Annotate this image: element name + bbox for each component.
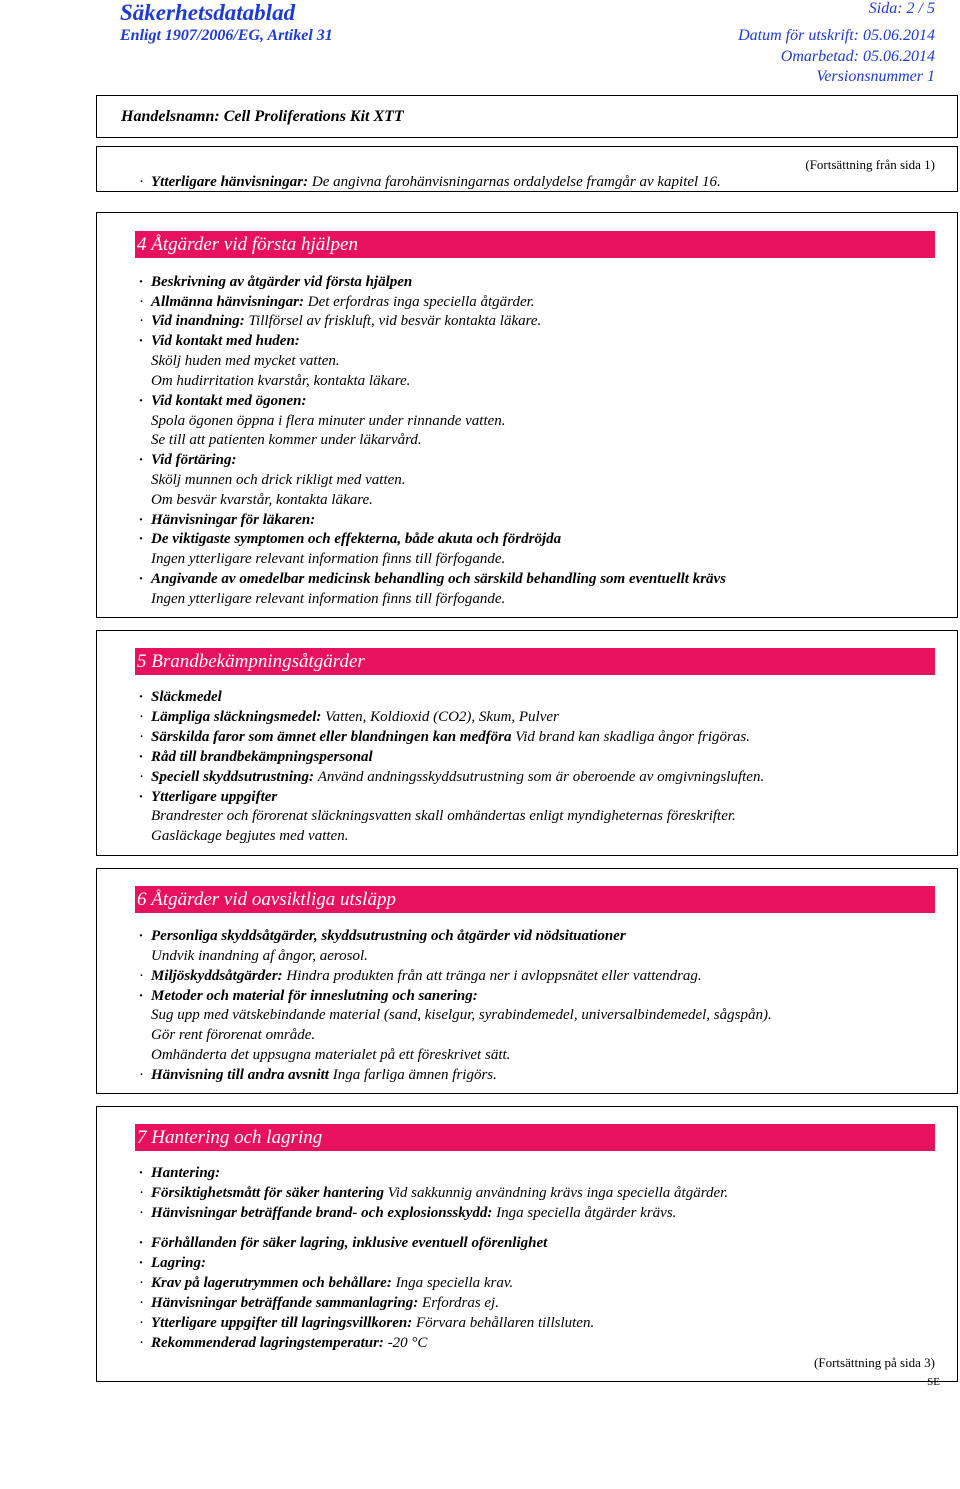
- section-4-title: 4 Åtgärder vid första hjälpen: [135, 231, 935, 258]
- s4-line: Ingen ytterligare relevant information finns till förfogande.: [151, 551, 506, 567]
- version-number: Versionsnummer 1: [816, 68, 935, 85]
- s4-line: Ingen ytterligare relevant information finns till förfogande.: [151, 591, 506, 607]
- s4-line: · Angivande av omedelbar medicinsk behandling och särskild behandling som eventuellt krävs: [139, 571, 727, 587]
- section-6: [96, 868, 958, 1094]
- s7-line: · Lagring:: [139, 1255, 207, 1271]
- s5-line: · Speciell skyddsutrustning: Använd andningsskyddsutrustning som är oberoende av omgivningsluften.: [139, 769, 765, 785]
- s5-line: Gasläckage begjutes med vatten.: [151, 828, 349, 844]
- s7-line: · Hänvisningar beträffande sammanlagring: Erfordras ej.: [139, 1295, 499, 1311]
- trade-name-box: [96, 95, 958, 138]
- s7-line: · Förhållanden för säker lagring, inklusive eventuell oförenlighet: [139, 1235, 548, 1251]
- s4-line: Om hudirritation kvarstår, kontakta läkare.: [151, 373, 411, 389]
- s4-line: Skölj munnen och drick rikligt med vatten.: [151, 472, 406, 488]
- s6-line: Undvik inandning af ångor, aerosol.: [151, 948, 368, 964]
- s6-line: Gör rent förorenat område.: [151, 1027, 316, 1043]
- s4-line: Om besvär kvarstår, kontakta läkare.: [151, 492, 373, 508]
- s4-line: · De viktigaste symptomen och effekterna, både akuta och fördröjda: [139, 531, 562, 547]
- revised-date: Omarbetad: 05.06.2014: [780, 48, 935, 65]
- s5-line: · Råd till brandbekämpningspersonal: [139, 749, 373, 765]
- s4-line: · Hänvisningar för läkaren:: [139, 512, 316, 528]
- s7-line: · Ytterligare uppgifter till lagringsvillkoren: Förvara behållaren tillsluten.: [139, 1315, 595, 1331]
- continued-from: (Fortsättning från sida 1): [805, 157, 935, 172]
- s4-line: Se till att patienten kommer under läkarvård.: [151, 432, 422, 448]
- section-7-title: 7 Hantering och lagring: [135, 1124, 935, 1151]
- s6-line: Omhänderta det uppsugna materialet på ett föreskrivet sätt.: [151, 1047, 511, 1063]
- s7-line: · Rekommenderad lagringstemperatur: -20 °C: [139, 1335, 428, 1351]
- s6-line: Sug upp med vätskebindande material (sand, kiselgur, syrabindemedel, universalbindemedel, sågspån).: [151, 1007, 772, 1023]
- language-code: SE: [927, 1376, 940, 1388]
- section-4: [96, 212, 958, 618]
- continued-to: (Fortsättning på sida 3): [814, 1355, 935, 1370]
- s4-line: Spola ögonen öppna i flera minuter under rinnande vatten.: [151, 413, 506, 429]
- section-5-title: 5 Brandbekämpningsåtgärder: [135, 648, 935, 675]
- print-date: Datum för utskrift: 05.06.2014: [738, 27, 935, 44]
- s6-line: · Personliga skyddsåtgärder, skyddsutrustning och åtgärder vid nödsituationer: [139, 928, 626, 944]
- s4-line: · Vid kontakt med ögonen:: [139, 393, 307, 409]
- s7-line: · Hänvisningar beträffande brand- och explosionsskydd: Inga speciella åtgärder krävs.: [139, 1205, 677, 1221]
- s4-line: · Beskrivning av åtgärder vid första hjälpen: [139, 274, 413, 290]
- s4-line: · Allmänna hänvisningar: Det erfordras inga speciella åtgärder.: [139, 294, 535, 310]
- section-7: [96, 1106, 958, 1382]
- regulation-reference: Enligt 1907/2006/EG, Artikel 31: [120, 27, 333, 44]
- section-5: [96, 630, 958, 856]
- s5-line: Brandrester och förorenat släckningsvatten skall omhändertas enligt myndigheternas föreskrifter.: [151, 808, 736, 824]
- s6-line: · Hänvisning till andra avsnitt Inga farliga ämnen frigörs.: [139, 1067, 497, 1083]
- trade-name: Handelsnamn: Cell Proliferations Kit XTT: [121, 108, 404, 125]
- s7-line: · Försiktighetsmått för säker hantering Vid sakkunnig användning krävs inga speciella åtgärder.: [139, 1185, 729, 1201]
- s4-line: Skölj huden med mycket vatten.: [151, 353, 340, 369]
- further-references-line: · Ytterligare hänvisningar: De angivna farohänvisningarnas ordalydelse framgår av kapitel 16.: [139, 174, 721, 190]
- s5-line: · Lämpliga släckningsmedel: Vatten, Koldioxid (CO2), Skum, Pulver: [139, 709, 559, 725]
- s5-line: · Släckmedel: [139, 689, 222, 705]
- s7-line: · Hantering:: [139, 1165, 221, 1181]
- document-title: Säkerhetsdatablad: [120, 0, 296, 25]
- s7-line: · Krav på lagerutrymmen och behållare: Inga speciella krav.: [139, 1275, 514, 1291]
- s4-line: · Vid kontakt med huden:: [139, 333, 300, 349]
- page-number: Sida: 2 / 5: [868, 0, 935, 17]
- s5-line: · Ytterligare uppgifter: [139, 789, 278, 805]
- continuation-box: [96, 146, 958, 192]
- s4-line: · Vid förtäring:: [139, 452, 237, 468]
- s6-line: · Miljöskyddsåtgärder: Hindra produkten från att tränga ner i avloppsnätet eller vattendrag.: [139, 968, 702, 984]
- s6-line: · Metoder och material för inneslutning och sanering:: [139, 988, 478, 1004]
- s5-line: · Särskilda faror som ämnet eller blandningen kan medföra Vid brand kan skadliga ångor frigöras.: [139, 729, 750, 745]
- s4-line: · Vid inandning: Tillförsel av friskluft, vid besvär kontakta läkare.: [139, 313, 542, 329]
- section-6-title: 6 Åtgärder vid oavsiktliga utsläpp: [135, 886, 935, 913]
